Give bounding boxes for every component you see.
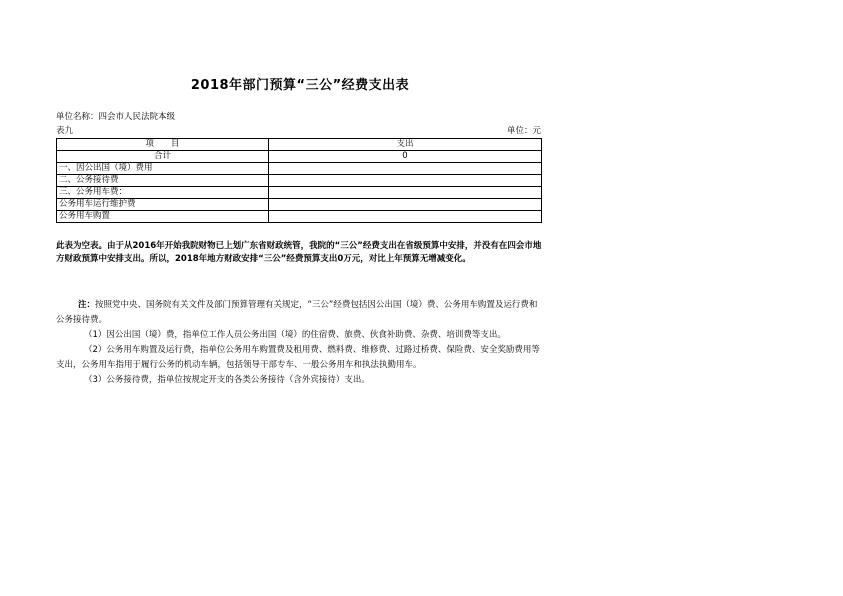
notes-section: [56, 298, 540, 388]
row-label: 三、公务用车费：: [57, 187, 269, 199]
table-row: [57, 175, 542, 187]
header-expenditure: 支出: [269, 139, 542, 151]
notes-lead: [56, 298, 540, 328]
row-value: [269, 211, 542, 223]
row-value: [269, 187, 542, 199]
table-row: [57, 211, 542, 223]
notes-item-1: （1）因公出国（境）费，指单位工作人员公务出国（境）的住宿费、旅费、伙食补助费、杂费、培训费等支出。: [84, 330, 506, 340]
table-header-row: [57, 139, 542, 151]
notes-lead-text: 按照党中央、国务院有关文件及部门预算管理有关规定，“三公”经费包括因公出国（境）费、公务用车购置及运行费和公务接待费。: [56, 300, 538, 325]
row-label: 一、因公出国（境）费用: [57, 163, 269, 175]
table-row: [57, 151, 542, 163]
row-label-total: 合计: [57, 151, 269, 163]
notes-label: 注：: [78, 300, 96, 310]
header-item: 项 目: [57, 139, 269, 151]
row-value-total: 0: [269, 151, 542, 163]
currency-unit: 单位：元: [506, 126, 541, 136]
table-row: [57, 187, 542, 199]
table-row: [57, 199, 542, 211]
notes-item-2: （2）公务用车购置及运行费，指单位公务用车购置费及租用费、燃料费、维修费、过路过桥费、保险费、安全奖励费用等支出，公务用车指用于履行公务的机动车辆，包括领导干部专车、一般公务用车和执法执勤用车。: [56, 345, 540, 370]
notes-item-3: （3）公务接待费，指单位按规定开支的各类公务接待（含外宾接待）支出。: [84, 375, 370, 385]
table-row: [57, 163, 542, 175]
empty-table-note: 此表为空表。由于从2016年开始我院财物已上划广东省财政统管，我院的“三公”经费支出在省级预算中安排，并没有在四会市地方财政预算中安排支出。所以，2018年地方财政安排“三公”经费预算支出0万元，对比上年预算无增减变化。: [56, 241, 542, 264]
budget-table: [56, 138, 542, 223]
unit-name: 单位名称：四会市人民法院本级: [56, 112, 176, 122]
row-value: [269, 175, 542, 187]
row-value: [269, 199, 542, 211]
table-number: 表九: [56, 126, 74, 136]
row-label: 二、公务接待费: [57, 175, 269, 187]
row-label: 公务用车购置: [57, 211, 269, 223]
row-value: [269, 163, 542, 175]
row-label: 公务用车运行维护费: [57, 199, 269, 211]
page-title: 2018年部门预算“三公”经费支出表: [190, 78, 410, 93]
